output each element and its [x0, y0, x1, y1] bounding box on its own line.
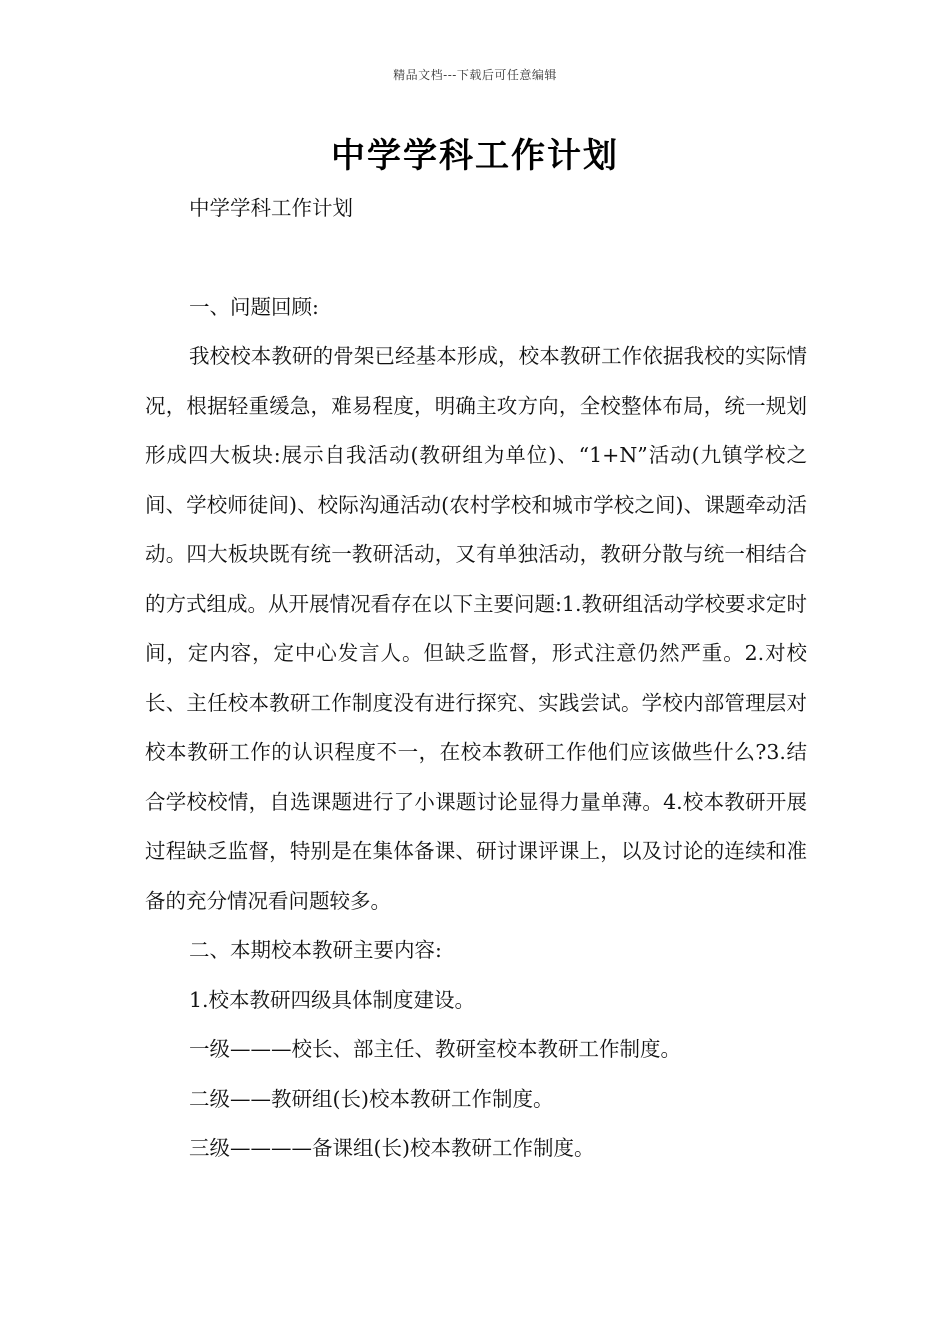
spacer [145, 234, 807, 283]
document-body [145, 184, 807, 1174]
level-3-item: 三级————备课组(长)校本教研工作制度。 [189, 1136, 595, 1160]
header-note: 精品文档---下载后可任意编辑 [393, 68, 557, 82]
document-title: 中学学科工作计划 [331, 136, 619, 176]
item-1: 1.校本教研四级具体制度建设。 [189, 987, 476, 1012]
level-1-item: 一级———校长、部主任、教研室校本教研工作制度。 [189, 1037, 681, 1061]
section-2-heading: 二、本期校本教研主要内容: [189, 938, 442, 962]
subtitle: 中学学科工作计划 [189, 196, 353, 220]
section-1-heading: 一、问题回顾: [189, 294, 319, 319]
level-2-item: 二级——教研组(长)校本教研工作制度。 [189, 1086, 554, 1111]
section-1-paragraph: 我校校本教研的骨架已经基本形成，校本教研工作依据我校的实际情况，根据轻重缓急，难易程度，明确主攻方向，全校整体布局，统一规划形成四大板块:展示自我活动(教研组为单位)、“1+N”活动(九镇学校之间、学校师徒间)、校际沟通活动(农村学校和城市学校之间)、课题牵动活动。四大板块既有统一教研活动，又有单独活动，教研分散与统一相结合的方式组成。从开展情况看存在以下主要问题:1.教研组活动学校要求定时间，定内容，定中心发言人。但缺乏监督，形式注意仍然严重。2.对校长、主任校本教研工作制度没有进行探究、实践尝试。学校内部管理层对校本教研工作的认识程度不一，在校本教研工作他们应该做些什么?3.结合学校校情，自选课题进行了小课题讨论显得力量单薄。4.校本教研开展过程缺乏监督，特别是在集体备课、研讨课评课上，以及讨论的连续和准备的充分情况看问题较多。 [145, 344, 807, 913]
